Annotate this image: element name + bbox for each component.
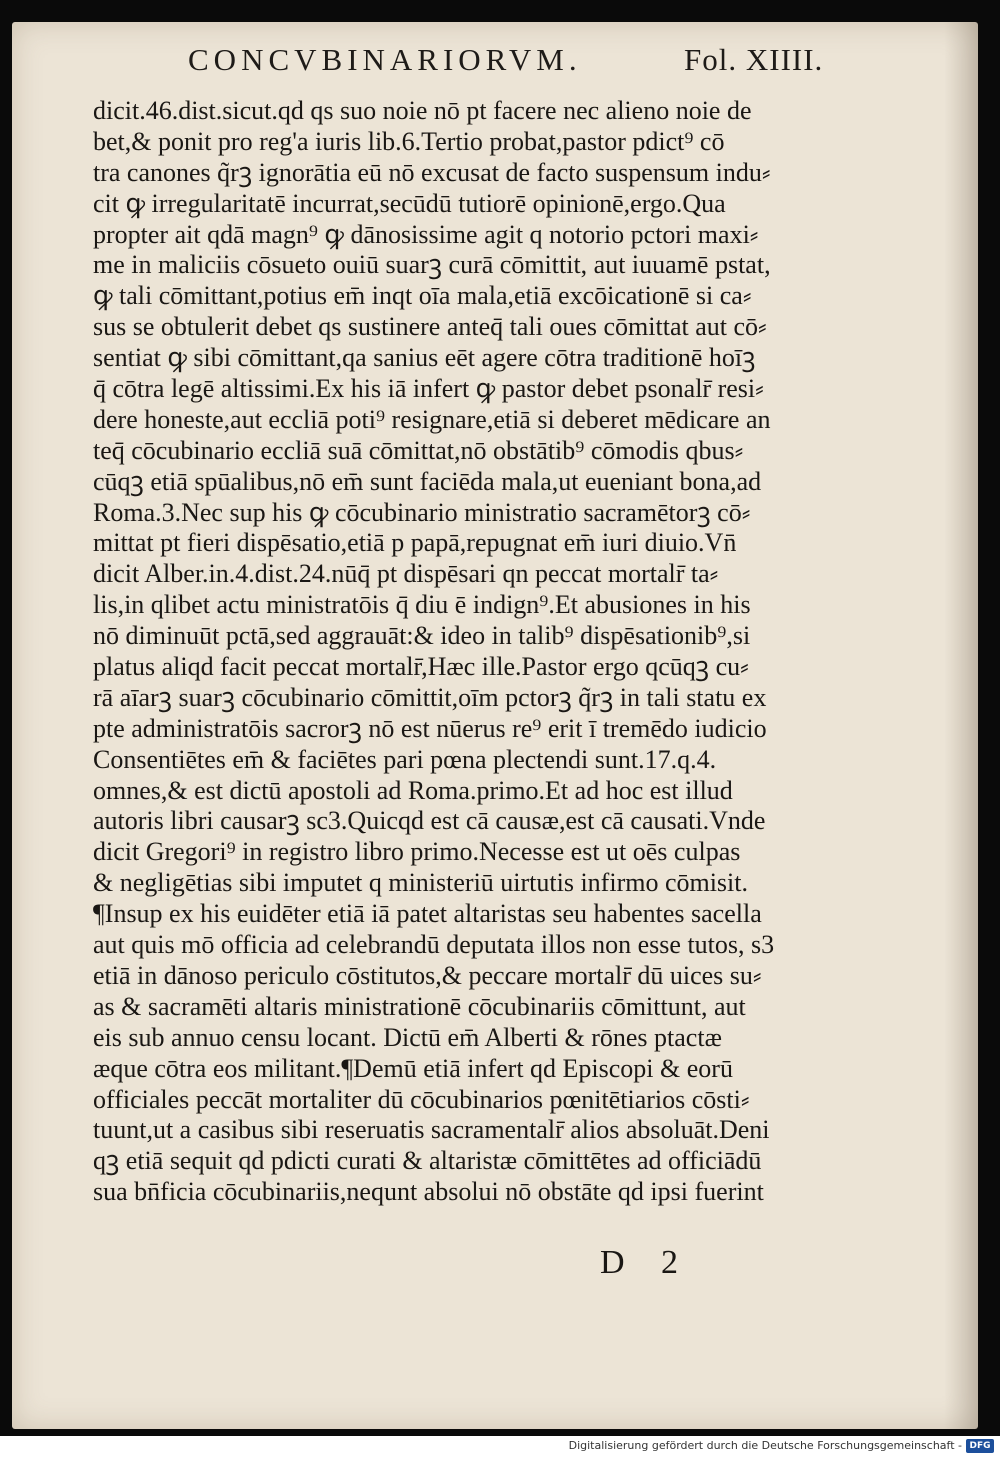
text-line: cūqꝫ etiā spūalibus,nō em̄ sunt faciēda mala,ut eueniant bona,ad [93, 466, 762, 496]
page-edge-shadow [944, 22, 978, 1429]
text-line: bet,& ponit pro reg'a iuris lib.6.Tertio probat,pastor pdict⁹ cō [93, 126, 725, 156]
text-line: Roma.3.Nec sup his ꝙ cōcubinario ministratio sacramētorꝫ cō⸗ [93, 497, 751, 527]
folio-number: Fol. XIIII. [684, 42, 824, 77]
text-line: pte administratōis sacrorꝫ nō est nūerus re⁹ erit ī tremēdo iudicio [93, 713, 767, 743]
text-line: mittat pt fieri dispēsatio,etiā p papā,repugnat em̄ iuri diuio.Vn̄ [93, 528, 737, 558]
text-line: rā aīarꝫ suarꝫ cōcubinario cōmittit,oīm pctorꝫ q̃rꝫ in tali statu ex [93, 682, 767, 712]
text-line: propter ait qdā magn⁹ ꝙ dānosissime agit q notorio pctori maxi⸗ [93, 219, 759, 249]
text-line: sentiat ꝙ sibi cōmittant,qa sanius eēt agere cōtra traditionē hoīꝫ [93, 343, 756, 373]
running-title: CONCVBINARIORVM. [188, 42, 582, 77]
text-line: omnes,& est dictū apostoli ad Roma.primo.Et ad hoc est illud [93, 775, 733, 805]
text-line: tra canones q̃rꝫ ignorātia eū nō excusat de facto suspensum indu⸗ [93, 157, 771, 187]
text-line: sus se obtulerit debet qs sustinere anteq̄ tali oues cōmittat aut cō⸗ [93, 312, 767, 342]
text-line: platus aliqd facit peccat mortalr̄,Hæc ille.Pastor ergo qcūqꝫ cu⸗ [93, 652, 749, 682]
text-line: ꝙ tali cōmittant,potius em̄ inqt oīa mala,etiā excōicationē si ca⸗ [93, 281, 752, 311]
text-line: aut quis mō officia ad celebrandū deputata illos non esse tutos, s3 [93, 930, 775, 960]
text-line: Consentiētes em̄ & faciētes pari pœna plectendi sunt.17.q.4. [93, 744, 717, 774]
text-line: qꝫ etiā sequit qd pdicti curati & altaristæ cōmittētes ad officiādū [93, 1146, 762, 1176]
text-line: q̄ cōtra legē altissimi.Ex his iā infert ꝙ pastor debet psonalr̄ resi⸗ [93, 374, 764, 404]
footer-bar [0, 1436, 1000, 1457]
text-line: æque cōtra eos militant.¶Demū etiā infert qd Episcopi & eorū [93, 1053, 733, 1083]
text-line: autoris libri causarꝫ sc3.Quicqd est cā causæ,est cā causati.Vnde [93, 806, 766, 836]
text-line: officiales peccāt mortaliter dū cōcubinarios pœnitētiarios cōsti⸗ [93, 1084, 750, 1114]
signature-mark: D 2 [600, 1244, 693, 1281]
text-line: me in maliciis cōsueto ouiū suarꝫ curā cōmittit, aut iuuamē pstat, [93, 250, 771, 280]
page-header [188, 40, 848, 86]
text-line: dere honeste,aut eccliā poti⁹ resignare,etiā si deberet mēdicare an [93, 404, 771, 434]
text-line: dicit.46.dist.sicut.qd qs suo noie nō pt facere nec alieno noie de [93, 96, 752, 125]
funding-credit: Digitalisierung gefördert durch die Deutsche Forschungsgemeinschaft - [568, 1439, 962, 1452]
text-line: teq̄ cōcubinario eccliā suā cōmittat,nō obstātib⁹ cōmodis qbus⸗ [93, 435, 744, 465]
text-line: nō diminuūt pctā,sed aggrauāt:& ideo in talib⁹ dispēsationib⁹,si [93, 621, 751, 651]
text-line: sua bn̄ficia cōcubinariis,nequnt absolui nō obstāte qd ipsi fuerint [93, 1177, 764, 1207]
text-line: eis sub annuo censu locant. Dictū em̄ Alberti & rōnes ptactæ [93, 1022, 722, 1052]
text-line: ¶Insup ex his euidēter etiā iā patet altaristas seu habentes sacella [93, 899, 762, 929]
text-line: cit ꝙ irregularitatē incurrat,secūdū tutiorē opinionē,ergo.Qua [93, 188, 726, 218]
text-line: etiā in dānoso periculo cōstitutos,& peccare mortalr̄ dū uices su⸗ [93, 960, 762, 990]
dfg-logo: DFG [966, 1439, 994, 1453]
body-text [93, 96, 853, 1208]
text-line: as & sacramēti altaris ministrationē cōcubinariis cōmittunt, aut [93, 991, 746, 1021]
text-line: dicit Alber.in.4.dist.24.nūq̄ pt dispēsari qn peccat mortalr̄ ta⸗ [93, 559, 719, 589]
text-line: tuunt,ut a casibus sibi reseruatis sacramentalr̄ alios absoluāt.Deni [93, 1115, 770, 1145]
text-line: dicit Gregori⁹ in registro libro primo.Necesse est ut oēs culpas [93, 837, 741, 867]
text-line: lis,in qlibet actu ministratōis q̄ diu ē indign⁹.Et abusiones in his [93, 590, 751, 620]
text-line: & negligētias sibi imputet q ministeriū uirtutis infirmo cōmisit. [93, 868, 749, 898]
